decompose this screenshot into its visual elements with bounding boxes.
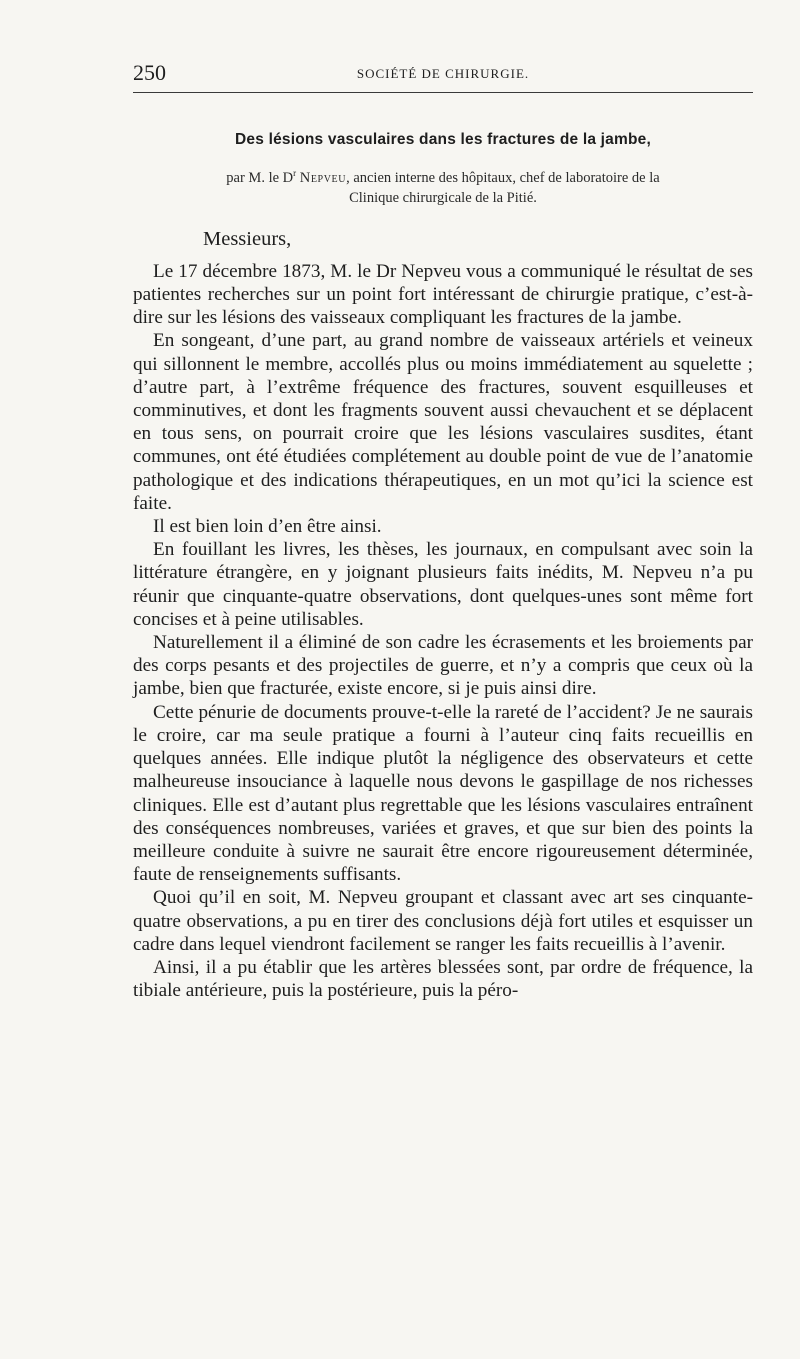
byline-affiliation-line2: Clinique chirurgicale de la Pitié. [349,189,537,206]
byline-author: Nepveu [299,169,347,186]
paragraph-3: Il est bien loin d’en être ainsi. [153,516,382,538]
byline-affiliation: , ancien interne des hôpitaux, chef de laboratoire de la [346,169,660,186]
running-title: SOCIÉTÉ DE CHIRURGIE. [356,66,530,81]
paragraph-4: En fouillant les livres, les thèses, les journaux, en compulsant avec soin la littérature étrangère, en y joignant plusieurs faits inédits, M. Nepveu n’a pu réunir que cinquante-quatre observations, dont quelques-unes sont même fort concises et à peine utilisables. [133,539,753,630]
paragraph-7: Quoi qu’il en soit, M. Nepveu groupant et classant avec art ses cinquante-quatre observations, a pu en tirer des conclusions déjà fort utiles et esquisser un cadre dans lequel viendront facilement se ranger les faits recueillis à l’avenir. [133,887,753,955]
document-page [133,52,753,1002]
byline-sup: r [293,168,297,178]
byline-prefix: par M. le D [226,169,294,186]
salutation: Messieurs, [203,227,292,250]
article-title: Des lésions vasculaires dans les fractures de la jambe, [235,131,651,148]
paragraph-5: Naturellement il a éliminé de son cadre les écrasements et les broiements par des corps pesants et des projectiles de guerre, et n’y a compris que ceux où la jambe, bien que fracturée, existe encore, si je puis ainsi dire. [133,632,753,700]
paragraph-1: Le 17 décembre 1873, M. le Dr Nepveu vous a communiqué le résultat de ses patientes recherches sur un point fort intéressant de chirurgie pratique, c’est-à-dire sur les lésions des vaisseaux compliquant les fractures de la jambe. [133,260,753,329]
body-text [133,260,753,1003]
running-header [133,52,753,93]
paragraph-2: En songeant, d’une part, au grand nombre de vaisseaux artériels et veineux qui sillonnent le membre, accollés plus ou moins immédiatement au squelette ; d’autre part, à l’extrême fréquence des fractures, souvent esquilleuses et comminutives, et dont les fragments souvent aussi chevauchent et se déplacent en tous sens, on pourrait croire que les lésions vasculaires susdites, étant communes, ont été étudiées complétement au double point de vue de l’anatomie pathologique et des indications thérapeutiques, en un mot qu’ici la science est faite. [133,330,753,514]
paragraph-8: Ainsi, il a pu établir que les artères blessées sont, par ordre de fréquence, la tibiale antérieure, puis la postérieure, puis la péro- [133,956,753,1002]
page-number: 250 [133,60,166,85]
paragraph-6: Cette pénurie de documents prouve-t-elle la rareté de l’accident? Je ne saurais le croire, car ma seule pratique a fourni à l’auteur cinq faits recueillis en quelques années. Elle indique plutôt la négligence des observateurs et cette malheureuse insouciance à laquelle nous devons le gaspillage de nos richesses cliniques. Elle est d’autant plus regrettable que les lésions vasculaires entraînent des conséquences nombreuses, variées et graves, et que sur bien des points la meilleure conduite à suivre ne saurait être encore rigoureusement déterminée, faute de renseignements suffisants. [133,701,753,886]
byline [133,163,753,208]
